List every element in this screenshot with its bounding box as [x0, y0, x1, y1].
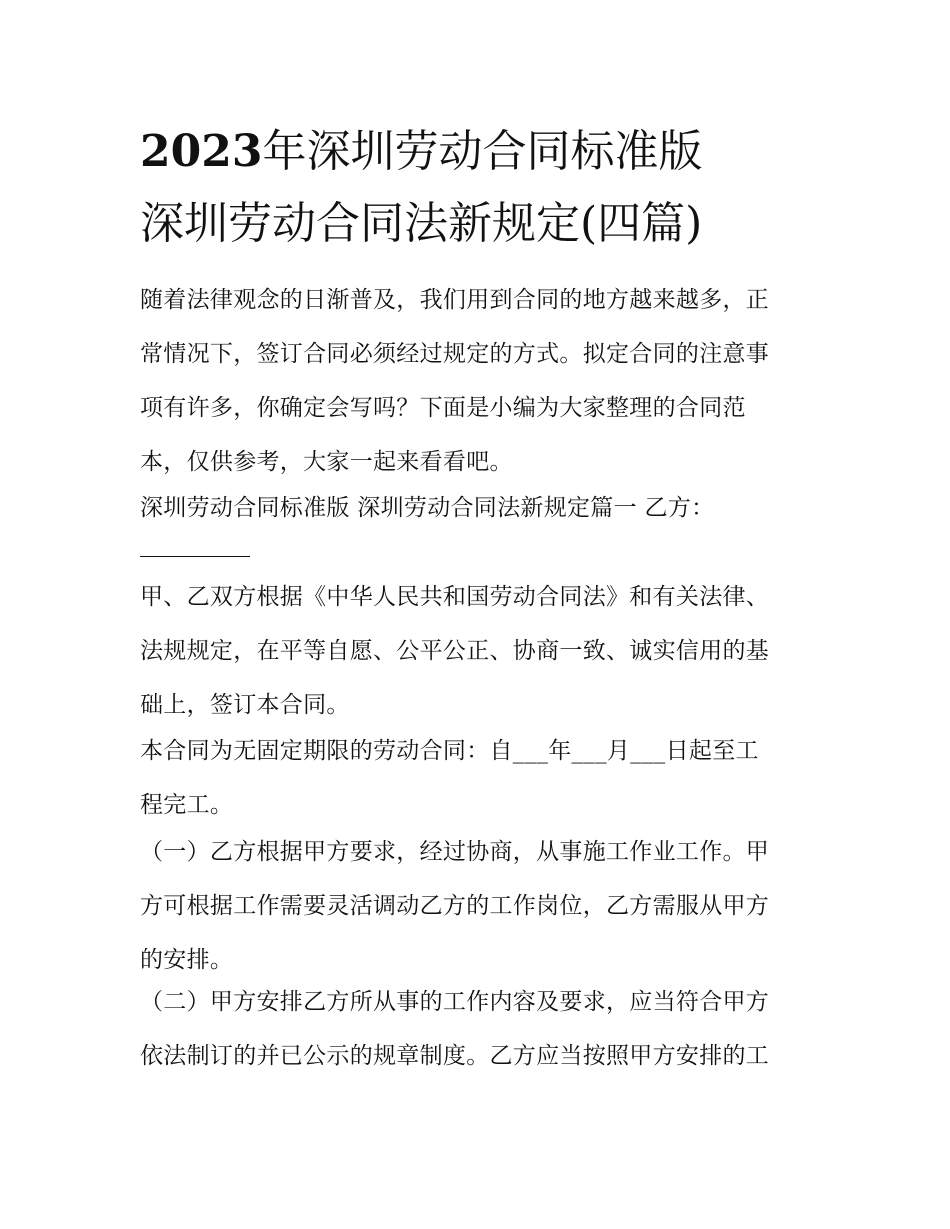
clause-line: 依法制订的并已公示的规章制度。乙方应当按照甲方安排的工 [140, 1043, 770, 1069]
clause-line: （二）甲方安排乙方所从事的工作内容及要求，应当符合甲方 [140, 989, 770, 1015]
clause-line: 础上，签订本合同。 [140, 692, 350, 718]
clause-line: 甲、乙双方根据《中华人民共和国劳动合同法》和有关法律、 [140, 584, 770, 610]
clause-basis [140, 570, 820, 732]
title-line-1-text: 年深圳劳动合同标准版 [262, 126, 703, 177]
title-line-1 [140, 116, 840, 188]
clause-1 [140, 825, 820, 987]
intro-line: 项有许多，你确定会写吗？下面是小编为大家整理的合同范 [140, 395, 746, 421]
intro-line: 随着法律观念的日渐普及，我们用到合同的地方越来越多，正 [140, 287, 770, 313]
section-heading-text: 深圳劳动合同标准版 深圳劳动合同法新规定篇一 乙方： [140, 495, 715, 521]
intro-line: 本，仅供参考，大家一起来看看吧。 [140, 449, 513, 475]
clause-2 [140, 975, 820, 1083]
clause-line: 本合同为无固定期限的劳动合同：自___年___月___日起至工 [140, 738, 759, 764]
clause-term [140, 724, 820, 832]
title-year: 2023 [140, 126, 263, 177]
clause-line: 的安排。 [140, 947, 234, 973]
signature-blank-line [140, 556, 250, 557]
document-title [140, 116, 840, 260]
title-line-2: 深圳劳动合同法新规定(四篇) [140, 198, 703, 249]
clause-line: 方可根据工作需要灵活调动乙方的工作岗位，乙方需服从甲方 [140, 893, 770, 919]
clause-line: （一）乙方根据甲方要求，经过协商，从事施工作业工作。甲 [140, 839, 770, 865]
intro-line: 常情况下，签订合同必须经过规定的方式。拟定合同的注意事 [140, 341, 770, 367]
clause-line: 法规规定，在平等自愿、公平公正、协商一致、诚实信用的基 [140, 638, 770, 664]
clause-line: 程完工。 [140, 792, 234, 818]
section-heading [140, 481, 820, 535]
intro-paragraph [140, 273, 820, 489]
